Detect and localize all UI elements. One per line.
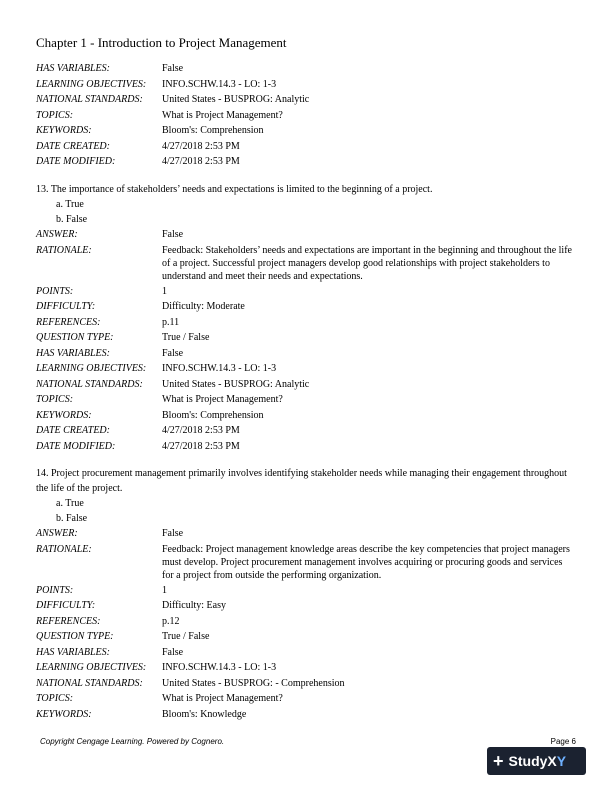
meta-value: 4/27/2018 2:53 PM — [162, 440, 240, 452]
meta-key: DATE CREATED: — [36, 425, 110, 436]
meta-row — [36, 392, 576, 408]
meta-block-q14 — [36, 526, 576, 722]
meta-row — [36, 526, 576, 542]
meta-key: LEARNING OBJECTIVES: — [36, 78, 147, 90]
answer-options — [56, 496, 576, 526]
meta-value: 4/27/2018 2:53 PM — [162, 156, 240, 167]
meta-value: Difficulty: Moderate — [162, 301, 245, 312]
meta-key: POINTS: — [36, 285, 74, 297]
meta-key: HAS VARIABLES: — [36, 347, 110, 359]
meta-row — [36, 361, 576, 377]
meta-value: p.12 — [162, 615, 180, 627]
meta-value: False — [162, 646, 184, 658]
meta-row — [36, 243, 576, 284]
meta-value: INFO.SCHW.14.3 - LO: 1-3 — [162, 662, 277, 673]
meta-key: HAS VARIABLES: — [36, 646, 110, 658]
meta-value: 4/27/2018 2:53 PM — [162, 425, 240, 436]
meta-row — [36, 629, 576, 645]
meta-key: REFERENCES: — [36, 615, 101, 627]
meta-row — [36, 92, 576, 108]
meta-value: Difficulty: Easy — [162, 600, 226, 611]
meta-row — [36, 139, 576, 155]
meta-row — [36, 330, 576, 346]
meta-value: 4/27/2018 2:53 PM — [162, 140, 240, 152]
meta-key: LEARNING OBJECTIVES: — [36, 662, 147, 673]
meta-row — [36, 645, 576, 661]
meta-value: Bloom's: Comprehension — [162, 409, 264, 421]
meta-key: RATIONALE: — [36, 543, 92, 555]
meta-row — [36, 108, 576, 124]
option-b: b. False — [56, 513, 88, 524]
meta-value: Bloom's: Comprehension — [162, 125, 264, 136]
meta-value: 1 — [162, 285, 167, 297]
meta-row — [36, 583, 576, 599]
meta-row — [36, 123, 576, 139]
meta-row — [36, 408, 576, 424]
option-b: b. False — [56, 214, 88, 225]
meta-key: TOPICS: — [36, 394, 74, 405]
meta-key: QUESTION TYPE: — [36, 631, 114, 642]
meta-key: DIFFICULTY: — [36, 301, 96, 312]
meta-value: INFO.SCHW.14.3 - LO: 1-3 — [162, 78, 277, 90]
question-14 — [36, 466, 576, 722]
meta-row — [36, 77, 576, 93]
meta-key: KEYWORDS: — [36, 125, 92, 136]
logo-accent-text: Y — [556, 753, 567, 769]
meta-value: United States - BUSPROG: Analytic — [162, 378, 310, 390]
meta-value: INFO.SCHW.14.3 - LO: 1-3 — [162, 363, 277, 374]
meta-value: What is Project Management? — [162, 109, 283, 121]
meta-row — [36, 315, 576, 331]
meta-key: DATE MODIFIED: — [36, 440, 116, 452]
meta-row — [36, 423, 576, 439]
meta-key: KEYWORDS: — [36, 708, 92, 720]
copyright-notice: Copyright Cengage Learning. Powered by Cognero. — [40, 737, 225, 746]
meta-row — [36, 346, 576, 362]
meta-row — [36, 598, 576, 614]
meta-key: DIFFICULTY: — [36, 600, 96, 611]
meta-row — [36, 542, 576, 583]
meta-value: Bloom's: Knowledge — [162, 708, 247, 720]
meta-key: KEYWORDS: — [36, 409, 92, 421]
meta-row — [36, 154, 576, 170]
meta-row — [36, 61, 576, 77]
option-a: a. True — [56, 199, 84, 210]
meta-value: False — [162, 229, 184, 240]
meta-block-q13 — [36, 227, 576, 454]
rationale-text: Feedback: Project management knowledge areas describe the key competencies that project managers must develop. Project procurement management involves acquiring or procuring goods and services for a project from outside the performing organization. — [162, 543, 570, 581]
meta-key: TOPICS: — [36, 109, 74, 121]
plus-icon: + — [493, 751, 504, 771]
meta-row — [36, 614, 576, 630]
meta-value: False — [162, 528, 184, 539]
logo-text: StudyX — [508, 753, 557, 769]
meta-value: What is Project Management? — [162, 693, 283, 704]
meta-value: 1 — [162, 584, 167, 596]
meta-block-q12 — [36, 61, 576, 170]
meta-key: NATIONAL STANDARDS: — [36, 677, 143, 689]
studyx-logo[interactable] — [487, 747, 586, 775]
meta-row — [36, 707, 576, 723]
meta-key: TOPICS: — [36, 693, 74, 704]
meta-row — [36, 299, 576, 315]
meta-value: False — [162, 347, 184, 359]
meta-key: ANSWER: — [36, 528, 78, 539]
meta-key: REFERENCES: — [36, 316, 101, 328]
meta-key: RATIONALE: — [36, 244, 92, 256]
meta-key: LEARNING OBJECTIVES: — [36, 363, 147, 374]
meta-key: DATE CREATED: — [36, 140, 110, 152]
meta-key: HAS VARIABLES: — [36, 63, 110, 74]
meta-value: United States - BUSPROG: Analytic — [162, 94, 310, 105]
meta-row — [36, 377, 576, 393]
meta-row — [36, 284, 576, 300]
meta-key: ANSWER: — [36, 229, 78, 240]
page-number: Page 6 — [550, 737, 576, 746]
meta-row — [36, 660, 576, 676]
meta-row — [36, 227, 576, 243]
meta-row — [36, 439, 576, 455]
question-13 — [36, 182, 576, 454]
meta-row — [36, 676, 576, 692]
meta-value: United States - BUSPROG: - Comprehension — [162, 677, 345, 689]
option-a: a. True — [56, 498, 84, 509]
page-title: Chapter 1 - Introduction to Project Management — [36, 35, 287, 50]
rationale-text: Feedback: Stakeholders’ needs and expectations are important in the beginning and throughout the life of a project. Successful project managers develop good relationships with project stakeholders to understand and meet their needs and expectations. — [162, 244, 572, 282]
meta-key: POINTS: — [36, 584, 74, 596]
meta-key: NATIONAL STANDARDS: — [36, 94, 143, 105]
meta-key: QUESTION TYPE: — [36, 332, 114, 343]
meta-value: False — [162, 63, 184, 74]
meta-key: DATE MODIFIED: — [36, 156, 116, 167]
meta-value: What is Project Management? — [162, 394, 283, 405]
answer-options — [56, 197, 576, 227]
question-text: 13. The importance of stakeholders’ needs and expectations is limited to the beginning of a project. — [36, 184, 433, 195]
question-text: 14. Project procurement management primarily involves identifying stakeholder needs while managing their engagement throughout the life of the project. — [36, 468, 567, 494]
meta-value: p.11 — [162, 316, 180, 328]
meta-row — [36, 691, 576, 707]
meta-value: True / False — [162, 332, 210, 343]
meta-value: True / False — [162, 631, 210, 642]
meta-key: NATIONAL STANDARDS: — [36, 378, 143, 390]
